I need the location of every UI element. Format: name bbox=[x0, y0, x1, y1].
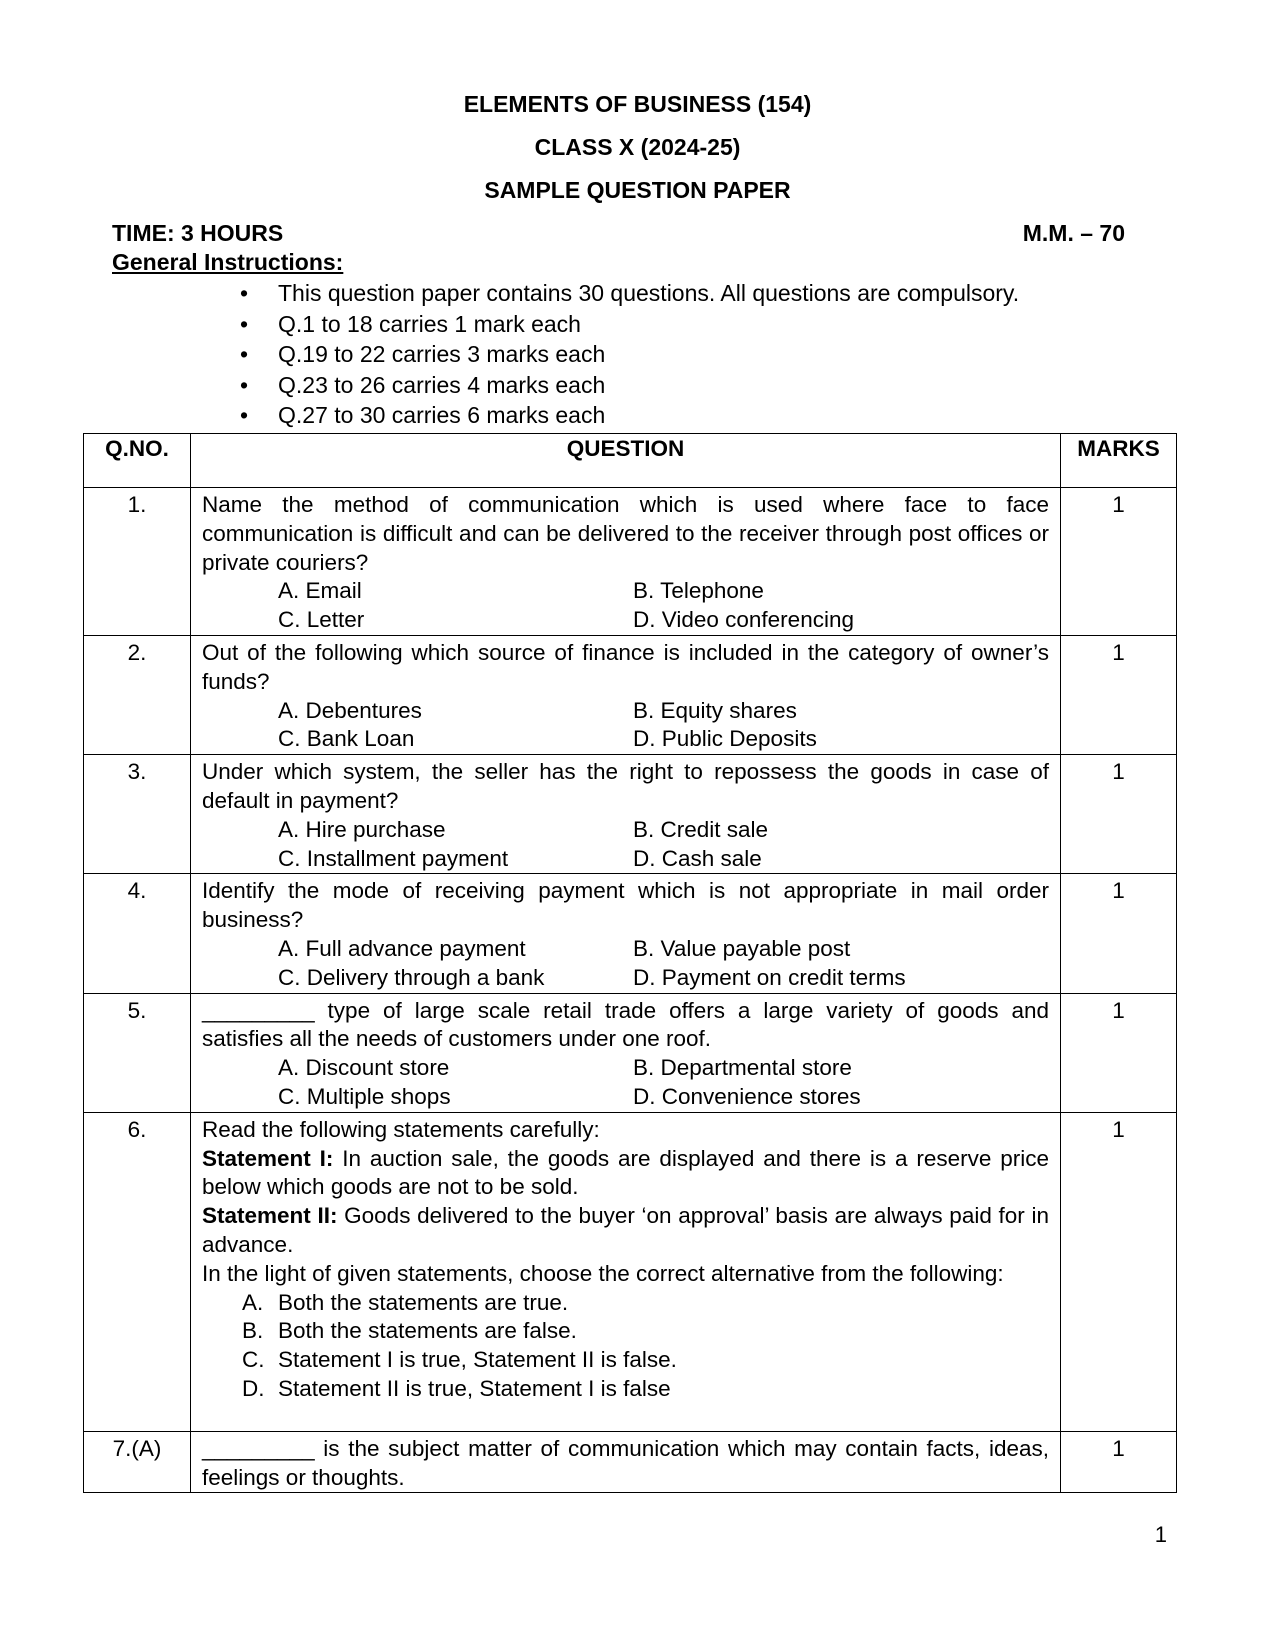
question-number: 2. bbox=[84, 635, 191, 754]
option: B. Departmental store bbox=[633, 1055, 852, 1081]
alternative-key: B. bbox=[242, 1318, 264, 1344]
instruction-item: • Q.23 to 26 carries 4 marks each bbox=[240, 370, 1019, 401]
paper-type-title: SAMPLE QUESTION PAPER bbox=[484, 177, 791, 203]
table-header-row bbox=[84, 434, 1177, 488]
option: D. Public Deposits bbox=[633, 726, 817, 752]
statement-intro: Read the following statements carefully: bbox=[202, 1116, 600, 1142]
option: C. Delivery through a bank bbox=[278, 964, 545, 990]
max-marks-label: M.M. – 70 bbox=[1022, 220, 1125, 246]
statement-two-label: Statement II: bbox=[202, 1203, 338, 1229]
question-number: 6. bbox=[84, 1112, 191, 1431]
option: D. Convenience stores bbox=[633, 1083, 861, 1109]
table-row bbox=[84, 1112, 1177, 1431]
question-marks: 1 bbox=[1061, 755, 1177, 874]
question-number: 1. bbox=[84, 488, 191, 636]
option: A. Full advance payment bbox=[278, 935, 526, 961]
instruction-item: • Q.27 to 30 carries 6 marks each bbox=[240, 400, 1019, 431]
subject-title: ELEMENTS OF BUSINESS (154) bbox=[463, 91, 812, 117]
alternative-text: Statement I is true, Statement II is false. bbox=[278, 1347, 677, 1373]
table-row bbox=[84, 993, 1177, 1112]
page-number: 1 bbox=[1154, 1522, 1167, 1547]
option: B. Telephone bbox=[633, 578, 764, 604]
instructions-list bbox=[240, 278, 1019, 431]
alternatives-list bbox=[202, 1289, 1049, 1404]
instruction-item: • Q.19 to 22 carries 3 marks each bbox=[240, 339, 1019, 370]
time-label: TIME: 3 HOURS bbox=[112, 220, 284, 246]
alternative bbox=[242, 1289, 1049, 1318]
question-cell bbox=[191, 874, 1061, 993]
options-grid bbox=[202, 697, 1049, 755]
statement-prompt: In the light of given statements, choose the correct alternative from the following: bbox=[202, 1260, 1004, 1286]
question-text: Out of the following which source of finance is included in the category of owner’s funds? bbox=[202, 639, 1049, 694]
question-text: _________ is the subject matter of communication which may contain facts, ideas, feelings or thoughts. bbox=[202, 1435, 1049, 1490]
alternative-key: A. bbox=[242, 1289, 264, 1315]
header-marks: MARKS bbox=[1061, 434, 1177, 488]
question-number: 7.(A) bbox=[84, 1431, 191, 1493]
option: C. Bank Loan bbox=[278, 726, 415, 752]
option: B. Value payable post bbox=[633, 935, 851, 961]
statement-one-text: In auction sale, the goods are displayed and there is a reserve price below which goods are not to be sold. bbox=[202, 1145, 1049, 1200]
header-qno: Q.NO. bbox=[84, 434, 191, 488]
class-title: CLASS X (2024-25) bbox=[534, 134, 741, 160]
question-marks: 1 bbox=[1061, 993, 1177, 1112]
question-cell bbox=[191, 1431, 1061, 1493]
question-cell bbox=[191, 1112, 1061, 1431]
question-text: Identify the mode of receiving payment which is not appropriate in mail order business? bbox=[202, 878, 1049, 933]
statement-two-text: Goods delivered to the buyer ‘on approval’ basis are always paid for in advance. bbox=[202, 1203, 1049, 1257]
option: C. Installment payment bbox=[278, 845, 509, 871]
statement-one bbox=[202, 1145, 1049, 1203]
question-marks: 1 bbox=[1061, 635, 1177, 754]
table-row bbox=[84, 1431, 1177, 1493]
header-question: QUESTION bbox=[191, 434, 1061, 488]
instruction-item: • Q.1 to 18 carries 1 mark each bbox=[240, 309, 1019, 340]
option: C. Multiple shops bbox=[278, 1083, 451, 1109]
option: A. Email bbox=[278, 578, 362, 604]
question-text: Name the method of communication which is used where face to face communication is difficult and can be delivered to the receiver through post offices or private couriers? bbox=[202, 492, 1049, 575]
option: A. Discount store bbox=[278, 1055, 450, 1081]
option: D. Video conferencing bbox=[633, 607, 854, 633]
options-grid bbox=[202, 816, 1049, 874]
question-text: Under which system, the seller has the right to repossess the goods in case of default in payment? bbox=[202, 759, 1049, 813]
question-marks: 1 bbox=[1061, 488, 1177, 636]
question-number: 5. bbox=[84, 993, 191, 1112]
alternative-text: Both the statements are true. bbox=[278, 1289, 569, 1315]
option: B. Equity shares bbox=[633, 697, 797, 723]
alternative-text: Both the statements are false. bbox=[278, 1318, 577, 1344]
option: C. Letter bbox=[278, 607, 365, 633]
statement-one-label: Statement I: bbox=[202, 1145, 334, 1171]
option: D. Payment on credit terms bbox=[633, 964, 906, 990]
instruction-item: • This question paper contains 30 questions. All questions are compulsory. bbox=[240, 278, 1019, 309]
question-text: _________ type of large scale retail trade offers a large variety of goods and satisfies all the needs of customers under one roof. bbox=[202, 997, 1049, 1052]
options-grid bbox=[202, 935, 1049, 993]
question-cell bbox=[191, 635, 1061, 754]
table-row bbox=[84, 635, 1177, 754]
option: B. Credit sale bbox=[633, 816, 769, 842]
table-row bbox=[84, 488, 1177, 636]
question-marks: 1 bbox=[1061, 874, 1177, 993]
question-number: 3. bbox=[84, 755, 191, 874]
alternative-key: D. bbox=[242, 1375, 265, 1401]
options-grid bbox=[202, 577, 1049, 635]
question-marks: 1 bbox=[1061, 1112, 1177, 1431]
alternative-text: Statement II is true, Statement I is false bbox=[278, 1375, 671, 1401]
question-cell bbox=[191, 993, 1061, 1112]
question-table bbox=[83, 433, 1177, 1493]
alternative-key: C. bbox=[242, 1347, 265, 1373]
table-row bbox=[84, 874, 1177, 993]
alternative bbox=[242, 1375, 1049, 1404]
question-cell bbox=[191, 488, 1061, 636]
question-number: 4. bbox=[84, 874, 191, 993]
options-grid bbox=[202, 1054, 1049, 1112]
alternative bbox=[242, 1346, 1049, 1375]
general-instructions-title: General Instructions: bbox=[112, 249, 344, 275]
alternative bbox=[242, 1317, 1049, 1346]
option: A. Debentures bbox=[278, 697, 422, 723]
option: A. Hire purchase bbox=[278, 816, 446, 842]
question-marks: 1 bbox=[1061, 1431, 1177, 1493]
table-row bbox=[84, 755, 1177, 874]
option: D. Cash sale bbox=[633, 845, 762, 871]
question-cell bbox=[191, 755, 1061, 874]
statement-two bbox=[202, 1202, 1049, 1260]
